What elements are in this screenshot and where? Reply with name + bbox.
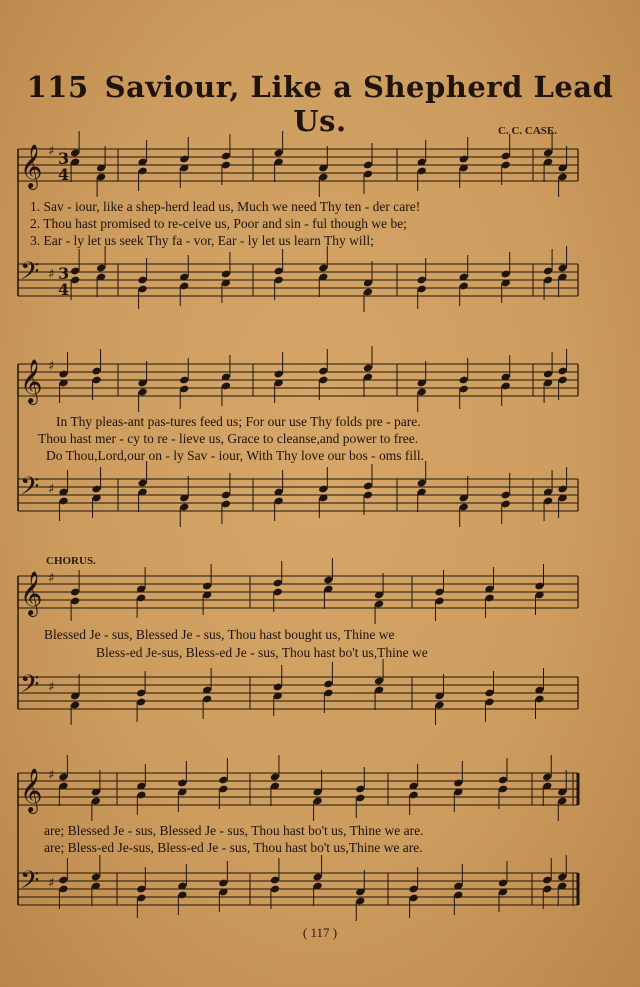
hymn-number: 115 [26, 70, 89, 104]
key-sharp: ♯ [48, 876, 55, 891]
time-signature-bottom: 4 [58, 280, 70, 299]
chorus-line-1-bass: Bless-ed Je-sus, Bless-ed Je - sus, Thou hast bo't us,Thine we [96, 645, 428, 660]
time-signature-bottom: 4 [58, 165, 70, 184]
verse-3-line-1: 3. Ear - ly let us seek Thy fa - vor, Ear - ly let us learn Thy will; [30, 233, 374, 248]
key-sharp: ♯ [48, 267, 55, 282]
key-sharp: ♯ [48, 144, 55, 159]
treble-clef: 𝄞 [20, 359, 43, 403]
treble-clef: 𝄞 [20, 768, 43, 812]
treble-clef: 𝄞 [20, 571, 43, 615]
verse-2-line-2: Thou hast mer - cy to re - lieve us, Grace to cleanse,and power to free. [38, 431, 419, 446]
page-number: ( 117 ) [302, 925, 338, 940]
composer-credit: C. C. CASE. [498, 125, 557, 137]
verse-3-line-2: Do Thou,Lord,our on - ly Sav - iour, With Thy love our bos - oms fill. [46, 448, 425, 463]
treble-clef: 𝄞 [20, 144, 43, 188]
verse-1-line-2: In Thy pleas-ant pas-tures feed us; For our use Thy folds pre - pare. [56, 414, 421, 429]
bass-clef: 𝄢 [20, 472, 40, 507]
chorus-line-2-soprano: are; Blessed Je - sus, Blessed Je - sus, Thou hast bo't us, Thine we are. [44, 823, 424, 838]
time-signature-top: 3 [58, 264, 70, 283]
key-sharp: ♯ [48, 482, 55, 497]
key-sharp: ♯ [48, 680, 55, 695]
time-signature-top: 3 [58, 149, 70, 168]
chorus-line-2-bass: are; Bless-ed Je-sus, Bless-ed Je - sus, Thou hast bo't us,Thine we are. [44, 840, 423, 855]
hymn-title: Saviour, Like a Shepherd Lead Us. [104, 70, 614, 138]
key-sharp: ♯ [48, 768, 55, 783]
verse-2-line-1: 2. Thou hast promised to re-ceive us, Poor and sin - ful though we be; [30, 216, 407, 231]
bass-clef: 𝄢 [20, 866, 40, 901]
bass-clef: 𝄢 [20, 257, 40, 292]
chorus-label: CHORUS. [46, 555, 96, 567]
chorus-line-1-soprano: Blessed Je - sus, Blessed Je - sus, Thou hast bought us, Thine we [44, 627, 395, 642]
bass-clef: 𝄢 [20, 670, 40, 705]
key-sharp: ♯ [48, 571, 55, 586]
key-sharp: ♯ [48, 359, 55, 374]
verse-1-line-1: 1. Sav - iour, like a shep-herd lead us, Much we need Thy ten - der care! [30, 199, 421, 214]
